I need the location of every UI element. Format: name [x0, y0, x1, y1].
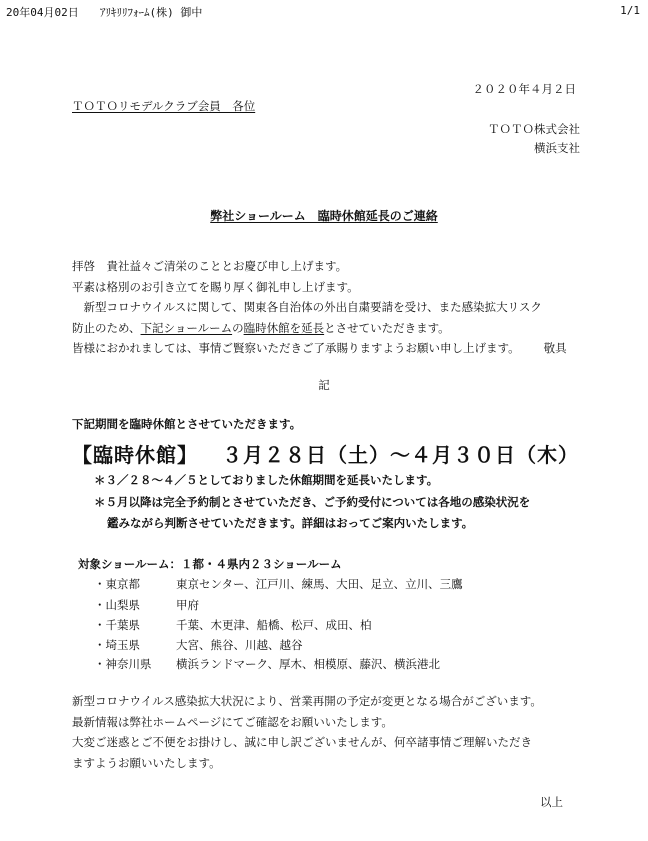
fax-date: 20年04月02日 — [6, 6, 79, 19]
underlined-showroom: 下記ショールーム — [140, 320, 233, 335]
showroom-row — [94, 617, 372, 633]
locations: 東京センター、江戸川、練馬、大田、足立、立川、三鷹 — [176, 577, 463, 591]
greeting-line: 拝啓 貴社益々ご清栄のこととお慶び申し上げます。 — [72, 259, 348, 273]
end-mark: 以上 — [540, 795, 563, 809]
fax-page-number: 1/1 — [620, 4, 640, 17]
showroom-row — [94, 597, 199, 613]
closure-period: ３月２８日（土）～４月３０日（木） — [222, 443, 579, 467]
locations: 千葉、木更津、船橋、松戸、成田、柏 — [176, 618, 372, 632]
closing-line: 最新情報は弊社ホームページにてご確認をお願いいたします。 — [72, 714, 393, 729]
prefecture: ・東京都 — [94, 577, 140, 591]
addressee: ＴＯＴＯリモデルクラブ会員 各位 — [72, 99, 256, 113]
showroom-row — [94, 576, 463, 592]
sender-company: ＴＯＴＯ株式会社 — [488, 122, 580, 136]
ki-mark: 記 — [318, 378, 330, 392]
closure-label: 【臨時休館】 — [72, 443, 198, 467]
closing-line: 大変ご迷惑とご不便をお掛けし、誠に申し訳ございませんが、何卒諸事情ご理解いただき — [72, 735, 532, 749]
closing-paragraph — [72, 691, 542, 773]
prefecture: ・埼玉県 — [94, 638, 140, 652]
note-extension: ＊３／２８～４／５としておりました休館期間を延長いたします。 — [94, 473, 439, 487]
paragraph-line: 新型コロナウイルスに関して、関東各自治体の外出自粛要請を受け、また感染拡大リスク — [72, 300, 542, 314]
sender-branch: 横浜支社 — [534, 141, 580, 155]
closing-line: 新型コロナウイルス感染拡大状況により、営業再開の予定が変更となる場合がございます。 — [72, 694, 542, 708]
note-reservation: ＊５月以降は完全予約制とさせていただき、ご予約受付については各地の感染状況を — [94, 495, 531, 509]
fax-recipient: ｱﾘｷﾘﾘﾌｫｰﾑ(株) 御中 — [100, 6, 203, 19]
prefecture: ・山梨県 — [94, 598, 140, 612]
greeting-line: 平素は格別のお引き立てを賜り厚く御礼申し上げます。 — [72, 279, 359, 294]
locations: 甲府 — [176, 598, 199, 612]
locations: 大宮、熊谷、川越、越谷 — [176, 638, 303, 652]
showroom-row — [94, 656, 440, 672]
closure-notice: 下記期間を臨時休館とさせていただきます。 — [72, 417, 302, 431]
underlined-extension: 臨時休館を延長 — [243, 320, 325, 335]
showroom-row — [94, 637, 303, 653]
paragraph-line: 皆様におかれましては、事情ご賢察いただきご了承賜りますようお願い申し上げます。 敬具 — [72, 341, 567, 355]
greeting — [72, 256, 567, 359]
prefecture: ・神奈川県 — [94, 657, 152, 671]
paragraph-line: 防止のため、下記ショールームの臨時休館を延長とさせていただきます。 — [72, 320, 450, 335]
closing-word: 敬具 — [543, 341, 567, 355]
locations: 横浜ランドマーク、厚木、相模原、藤沢、横浜港北 — [176, 657, 441, 671]
letter-title: 弊社ショールーム 臨時休館延長のご連絡 — [210, 209, 438, 223]
target-heading: 対象ショールーム：１都・４県内２３ショールーム — [78, 557, 342, 571]
note-reservation-cont: 鑑みながら判断させていただきます。詳細はおってご案内いたします。 — [107, 516, 474, 530]
prefecture: ・千葉県 — [94, 618, 140, 632]
closing-line: ますようお願いいたします。 — [72, 755, 221, 770]
letter-date: ２０２０年４月２日 — [472, 82, 576, 96]
